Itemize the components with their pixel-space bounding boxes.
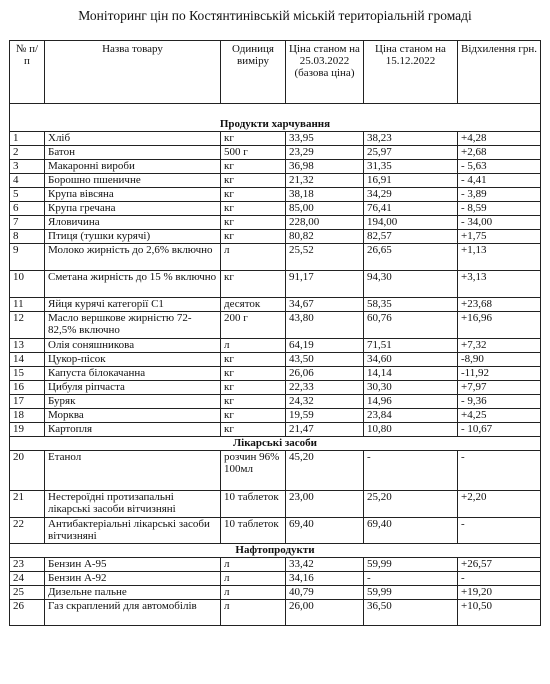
deviation-cell: +19,20 xyxy=(458,586,541,600)
price-base-cell: 45,20 xyxy=(286,451,364,491)
deviation-cell: +26,57 xyxy=(458,558,541,572)
row-num-cell: 1 xyxy=(10,132,45,146)
product-name-cell: Птиця (тушки курячі) xyxy=(45,230,221,244)
header-price-base: Ціна станом на 25.03.2022 (базова ціна) xyxy=(286,41,364,104)
product-name-cell: Крупа вівсяна xyxy=(45,188,221,202)
row-num-cell: 26 xyxy=(10,600,45,626)
table-row xyxy=(10,298,541,312)
row-num-cell: 11 xyxy=(10,298,45,312)
row-num-cell: 2 xyxy=(10,146,45,160)
row-num-cell: 16 xyxy=(10,381,45,395)
row-num-cell: 20 xyxy=(10,451,45,491)
product-name-cell: Крупа гречана xyxy=(45,202,221,216)
price-base-cell: 34,67 xyxy=(286,298,364,312)
deviation-cell: +4,25 xyxy=(458,409,541,423)
table-row xyxy=(10,132,541,146)
price-current-cell: 59,99 xyxy=(364,586,458,600)
table-row xyxy=(10,339,541,353)
product-name-cell: Етанол xyxy=(45,451,221,491)
price-current-cell: 14,14 xyxy=(364,367,458,381)
section-row xyxy=(10,437,541,451)
product-name-cell: Олія соняшникова xyxy=(45,339,221,353)
table-row xyxy=(10,451,541,491)
unit-cell: 200 г xyxy=(221,312,286,339)
table-row xyxy=(10,491,541,518)
deviation-cell: - 34,00 xyxy=(458,216,541,230)
row-num-cell: 18 xyxy=(10,409,45,423)
unit-cell: кг xyxy=(221,367,286,381)
price-base-cell: 22,33 xyxy=(286,381,364,395)
price-base-cell: 25,52 xyxy=(286,244,364,271)
table-body xyxy=(10,104,541,626)
product-name-cell: Макаронні вироби xyxy=(45,160,221,174)
unit-cell: кг xyxy=(221,423,286,437)
product-name-cell: Нестероїдні протизапальні лікарські засоби вітчизняні xyxy=(45,491,221,518)
price-base-cell: 36,98 xyxy=(286,160,364,174)
deviation-cell: -11,92 xyxy=(458,367,541,381)
table-row xyxy=(10,230,541,244)
unit-cell: кг xyxy=(221,160,286,174)
deviation-cell: +4,28 xyxy=(458,132,541,146)
price-current-cell: 16,91 xyxy=(364,174,458,188)
table-row xyxy=(10,202,541,216)
deviation-cell: +2,20 xyxy=(458,491,541,518)
unit-cell: кг xyxy=(221,132,286,146)
product-name-cell: Дизельне пальне xyxy=(45,586,221,600)
price-base-cell: 33,42 xyxy=(286,558,364,572)
price-current-cell: 36,50 xyxy=(364,600,458,626)
price-current-cell: 94,30 xyxy=(364,271,458,298)
price-base-cell: 85,00 xyxy=(286,202,364,216)
row-num-cell: 22 xyxy=(10,518,45,544)
price-base-cell: 21,32 xyxy=(286,174,364,188)
price-base-cell: 21,47 xyxy=(286,423,364,437)
table-row xyxy=(10,367,541,381)
product-name-cell: Батон xyxy=(45,146,221,160)
table-row xyxy=(10,160,541,174)
header-unit: Одиниця виміру xyxy=(221,41,286,104)
unit-cell: кг xyxy=(221,188,286,202)
unit-cell: л xyxy=(221,339,286,353)
page-title: Моніторинг цін по Костянтинівській міській територіальній громаді xyxy=(78,8,472,23)
section-title: Лікарські засоби xyxy=(10,437,541,451)
unit-cell: л xyxy=(221,558,286,572)
row-num-cell: 21 xyxy=(10,491,45,518)
row-num-cell: 24 xyxy=(10,572,45,586)
header-deviation: Відхилення грн. xyxy=(458,41,541,104)
price-base-cell: 26,00 xyxy=(286,600,364,626)
table-row xyxy=(10,244,541,271)
deviation-cell: - 4,41 xyxy=(458,174,541,188)
section-title: Продукти харчування xyxy=(10,104,541,132)
price-current-cell: 76,41 xyxy=(364,202,458,216)
row-num-cell: 8 xyxy=(10,230,45,244)
header-name: Назва товару xyxy=(45,41,221,104)
unit-cell: кг xyxy=(221,271,286,298)
deviation-cell: +2,68 xyxy=(458,146,541,160)
product-name-cell: Морква xyxy=(45,409,221,423)
deviation-cell: - 9,36 xyxy=(458,395,541,409)
deviation-cell: - 3,89 xyxy=(458,188,541,202)
section-row xyxy=(10,544,541,558)
row-num-cell: 25 xyxy=(10,586,45,600)
price-current-cell: 26,65 xyxy=(364,244,458,271)
price-current-cell: 34,29 xyxy=(364,188,458,202)
section-row xyxy=(10,104,541,132)
price-base-cell: 80,82 xyxy=(286,230,364,244)
unit-cell: кг xyxy=(221,353,286,367)
unit-cell: кг xyxy=(221,174,286,188)
price-base-cell: 23,29 xyxy=(286,146,364,160)
price-base-cell: 228,00 xyxy=(286,216,364,230)
price-base-cell: 33,95 xyxy=(286,132,364,146)
header-price-current: Ціна станом на 15.12.2022 xyxy=(364,41,458,104)
product-name-cell: Картопля xyxy=(45,423,221,437)
price-base-cell: 38,18 xyxy=(286,188,364,202)
price-current-cell: 59,99 xyxy=(364,558,458,572)
table-row xyxy=(10,586,541,600)
deviation-cell: +23,68 xyxy=(458,298,541,312)
price-current-cell: 31,35 xyxy=(364,160,458,174)
price-table xyxy=(9,40,541,626)
table-row xyxy=(10,518,541,544)
product-name-cell: Капуста білокачанна xyxy=(45,367,221,381)
price-current-cell: 69,40 xyxy=(364,518,458,544)
unit-cell: кг xyxy=(221,202,286,216)
table-row xyxy=(10,572,541,586)
product-name-cell: Яйця курячі категорії С1 xyxy=(45,298,221,312)
price-current-cell: 82,57 xyxy=(364,230,458,244)
row-num-cell: 15 xyxy=(10,367,45,381)
price-current-cell: - xyxy=(364,572,458,586)
deviation-cell: +16,96 xyxy=(458,312,541,339)
row-num-cell: 17 xyxy=(10,395,45,409)
table-row xyxy=(10,409,541,423)
price-current-cell: 10,80 xyxy=(364,423,458,437)
price-base-cell: 91,17 xyxy=(286,271,364,298)
price-base-cell: 24,32 xyxy=(286,395,364,409)
price-current-cell: 23,84 xyxy=(364,409,458,423)
unit-cell: розчин 96% 100мл xyxy=(221,451,286,491)
product-name-cell: Сметана жирність до 15 % включно xyxy=(45,271,221,298)
deviation-cell: - xyxy=(458,518,541,544)
price-current-cell: 34,60 xyxy=(364,353,458,367)
unit-cell: 10 таблеток xyxy=(221,491,286,518)
unit-cell: кг xyxy=(221,381,286,395)
row-num-cell: 23 xyxy=(10,558,45,572)
product-name-cell: Цукор-пісок xyxy=(45,353,221,367)
price-current-cell: 30,30 xyxy=(364,381,458,395)
product-name-cell: Хліб xyxy=(45,132,221,146)
price-base-cell: 23,00 xyxy=(286,491,364,518)
table-row xyxy=(10,395,541,409)
unit-cell: л xyxy=(221,600,286,626)
price-current-cell: 14,96 xyxy=(364,395,458,409)
unit-cell: л xyxy=(221,244,286,271)
table-row xyxy=(10,558,541,572)
unit-cell: кг xyxy=(221,216,286,230)
table-row xyxy=(10,353,541,367)
price-current-cell: 60,76 xyxy=(364,312,458,339)
price-current-cell: 25,20 xyxy=(364,491,458,518)
row-num-cell: 19 xyxy=(10,423,45,437)
row-num-cell: 7 xyxy=(10,216,45,230)
product-name-cell: Антибактеріальні лікарські засоби вітчизняні xyxy=(45,518,221,544)
price-current-cell: 71,51 xyxy=(364,339,458,353)
deviation-cell: - xyxy=(458,451,541,491)
row-num-cell: 6 xyxy=(10,202,45,216)
unit-cell: л xyxy=(221,572,286,586)
row-num-cell: 5 xyxy=(10,188,45,202)
price-current-cell: 25,97 xyxy=(364,146,458,160)
unit-cell: кг xyxy=(221,395,286,409)
table-row xyxy=(10,174,541,188)
price-current-cell: - xyxy=(364,451,458,491)
unit-cell: кг xyxy=(221,409,286,423)
product-name-cell: Молоко жирність до 2,6% включно xyxy=(45,244,221,271)
deviation-cell: -8,90 xyxy=(458,353,541,367)
row-num-cell: 14 xyxy=(10,353,45,367)
table-row xyxy=(10,271,541,298)
deviation-cell: - 5,63 xyxy=(458,160,541,174)
table-row xyxy=(10,312,541,339)
section-title: Нафтопродукти xyxy=(10,544,541,558)
deviation-cell: - xyxy=(458,572,541,586)
price-base-cell: 26,06 xyxy=(286,367,364,381)
table-row xyxy=(10,423,541,437)
deviation-cell: - 8,59 xyxy=(458,202,541,216)
header-num: № п/п xyxy=(10,41,45,104)
unit-cell: л xyxy=(221,586,286,600)
deviation-cell: +1,13 xyxy=(458,244,541,271)
deviation-cell: +1,75 xyxy=(458,230,541,244)
product-name-cell: Газ скраплений для автомобілів xyxy=(45,600,221,626)
price-current-cell: 58,35 xyxy=(364,298,458,312)
product-name-cell: Бензин А-95 xyxy=(45,558,221,572)
row-num-cell: 3 xyxy=(10,160,45,174)
price-base-cell: 34,16 xyxy=(286,572,364,586)
product-name-cell: Яловичина xyxy=(45,216,221,230)
price-base-cell: 43,80 xyxy=(286,312,364,339)
price-base-cell: 43,50 xyxy=(286,353,364,367)
row-num-cell: 9 xyxy=(10,244,45,271)
deviation-cell: +7,97 xyxy=(458,381,541,395)
deviation-cell: - 10,67 xyxy=(458,423,541,437)
price-base-cell: 40,79 xyxy=(286,586,364,600)
price-base-cell: 64,19 xyxy=(286,339,364,353)
product-name-cell: Цибуля ріпчаста xyxy=(45,381,221,395)
unit-cell: 10 таблеток xyxy=(221,518,286,544)
deviation-cell: +7,32 xyxy=(458,339,541,353)
unit-cell: кг xyxy=(221,230,286,244)
row-num-cell: 10 xyxy=(10,271,45,298)
unit-cell: десяток xyxy=(221,298,286,312)
row-num-cell: 4 xyxy=(10,174,45,188)
row-num-cell: 13 xyxy=(10,339,45,353)
price-current-cell: 38,23 xyxy=(364,132,458,146)
table-row xyxy=(10,216,541,230)
price-current-cell: 194,00 xyxy=(364,216,458,230)
table-row xyxy=(10,600,541,626)
table-row xyxy=(10,381,541,395)
unit-cell: 500 г xyxy=(221,146,286,160)
product-name-cell: Бензин А-92 xyxy=(45,572,221,586)
table-row xyxy=(10,146,541,160)
deviation-cell: +10,50 xyxy=(458,600,541,626)
table-row xyxy=(10,188,541,202)
product-name-cell: Борошно пшеничне xyxy=(45,174,221,188)
price-base-cell: 19,59 xyxy=(286,409,364,423)
product-name-cell: Масло вершкове жирністю 72-82,5% включно xyxy=(45,312,221,339)
product-name-cell: Буряк xyxy=(45,395,221,409)
row-num-cell: 12 xyxy=(10,312,45,339)
deviation-cell: +3,13 xyxy=(458,271,541,298)
price-base-cell: 69,40 xyxy=(286,518,364,544)
header-row xyxy=(10,41,541,104)
